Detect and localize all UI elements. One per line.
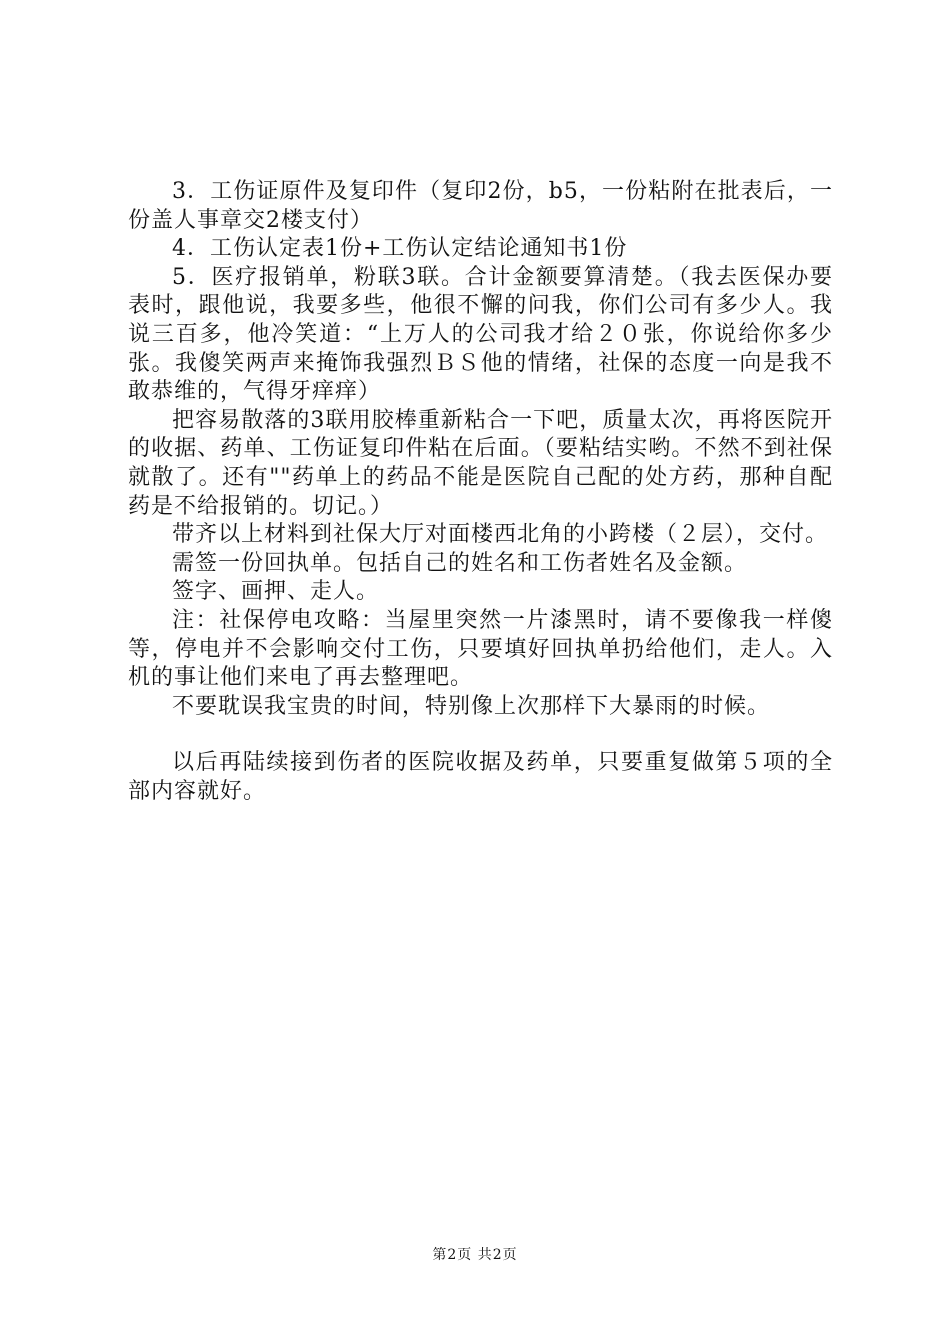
paragraph-receipt: 需签一份回执单。包括自己的姓名和工伤者姓名及金额。 xyxy=(172,550,748,576)
paragraph-repeat-step: 以后再陆续接到伤者的医院收据及药单，只要重复做第５项的全部内容就好。 xyxy=(128,750,833,804)
paragraph-item-5: 5．医疗报销单，粉联3联。合计金额要算清楚。（我去医保办要表时，跟他说，我要多些，他很不懈的问我，你们公司有多少人。我说三百多，他冷笑道：“上万人的公司我才给２０张，你说给你多少张。我傻笑两声来掩饰我强烈ＢＳ他的情绪，社保的态度一向是我不敢恭维的，气得牙痒痒） xyxy=(128,264,833,405)
paragraph-glue-forms: 把容易散落的3联用胶棒重新粘合一下吧，质量太次，再将医院开的收据、药单、工伤证复印件粘在后面。（要粘结实哟。不然不到社保就散了。还有""药单上的药品不能是医院自己配的处方药，那种自配药是不给报销的。切记。） xyxy=(128,407,833,519)
paragraph-sign: 签字、画押、走人。 xyxy=(172,579,380,605)
paragraph-item-4: 4．工伤认定表1份+工伤认定结论通知书1份 xyxy=(172,236,628,262)
page-footer: 第2页 共2页 xyxy=(432,1247,518,1263)
paragraph-submit-location: 带齐以上材料到社保大厅对面楼西北角的小跨楼（２层），交付。 xyxy=(172,522,829,548)
paragraph-time-note: 不要耽误我宝贵的时间，特别像上次那样下大暴雨的时候。 xyxy=(172,693,771,719)
document-body xyxy=(128,178,833,806)
paragraph-item-3: 3．工伤证原件及复印件（复印2份，b5，一份粘附在批表后，一份盖人事章交2楼支付） xyxy=(128,179,833,233)
paragraph-power-outage-note: 注：社保停电攻略：当屋里突然一片漆黑时，请不要像我一样傻等，停电并不会影响交付工伤，只要填好回执单扔给他们，走人。入机的事让他们来电了再去整理吧。 xyxy=(128,607,833,691)
